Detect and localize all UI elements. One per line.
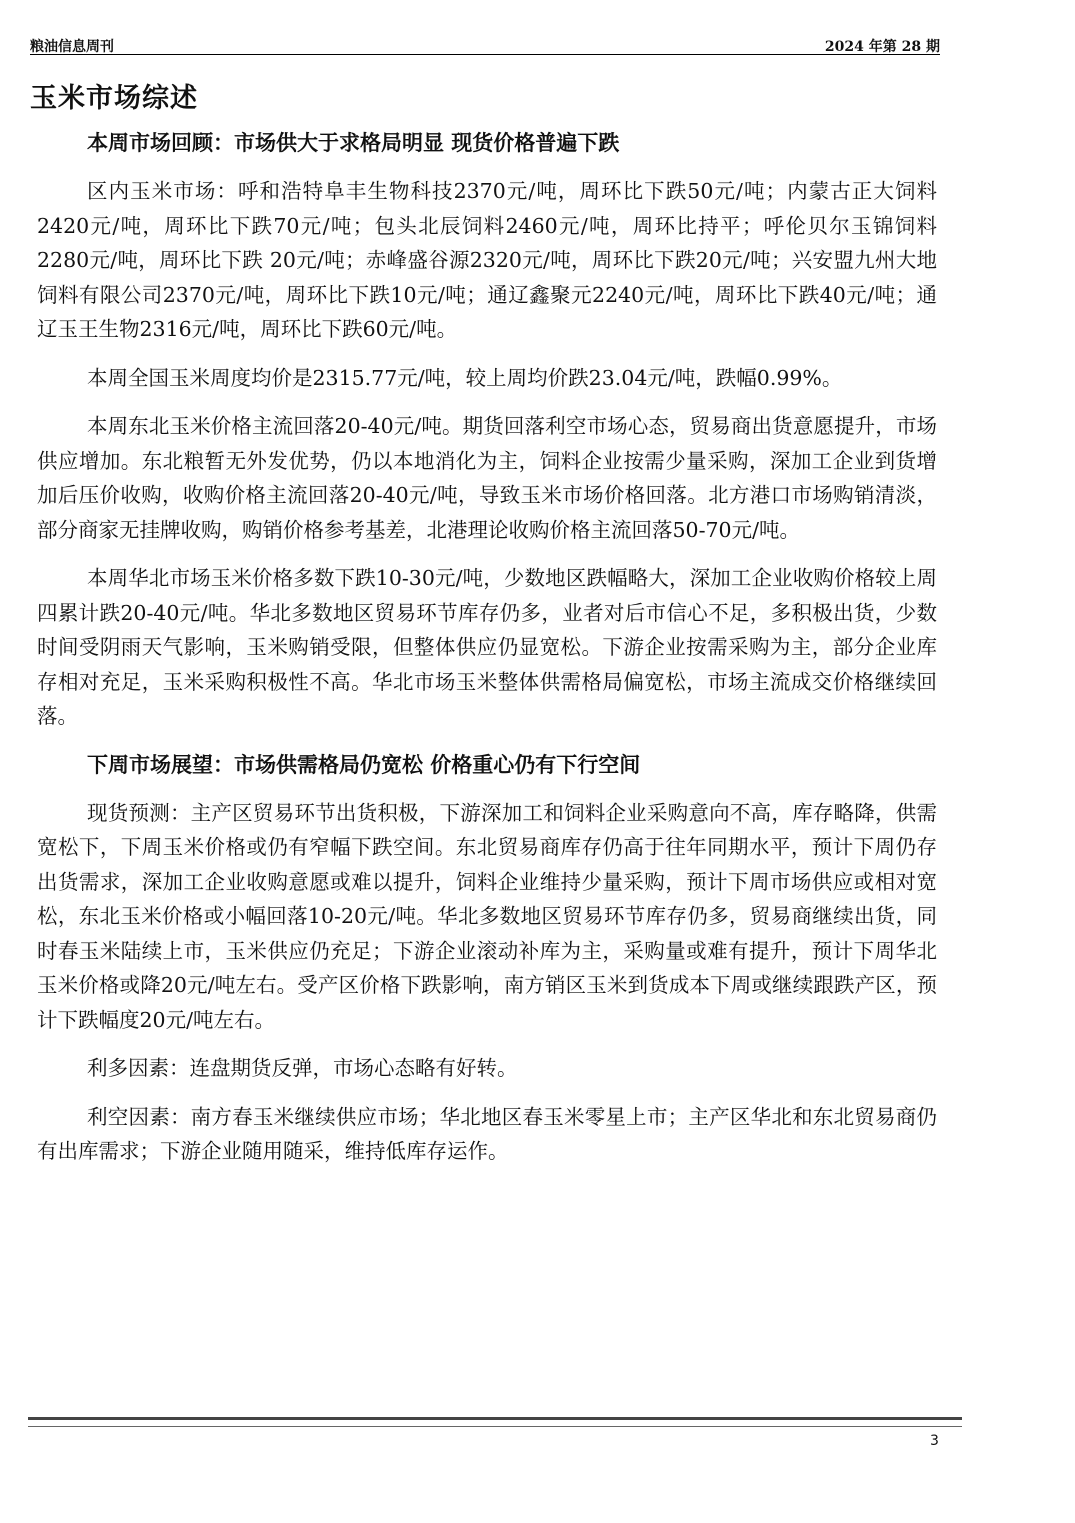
- review-paragraph-national: 本周全国玉米周度均价是2315.77元/吨，较上周均价跌23.04元/吨，跌幅0.99%。: [87, 365, 843, 390]
- outlook-paragraph-forecast: 现货预测：主产区贸易环节出货积极，下游深加工和饲料企业采购意向不高，库存略降，供需宽松下，下周玉米价格或仍有窄幅下跌空间。东北贸易商库存仍高于往年同期水平，预计下周仍存出货需求，深加工企业收购意愿或难以提升，饲料企业维持少量采购，预计下周市场供应或相对宽松，东北玉米价格或小幅回落10-20元/吨。华北多数地区贸易环节库存仍多，贸易商继续出货，同时春玉米陆续上市，玉米供应仍充足；下游企业滚动补库为主，采购量或难有提升，预计下周华北玉米价格或降20元/吨左右。受产区价格下跌影响，南方销区玉米到货成本下周或继续跟跌产区，预计下跌幅度20元/吨左右。: [37, 800, 937, 1032]
- review-heading: 本周市场回顾：市场供大于求格局明显 现货价格普遍下跌: [87, 130, 620, 155]
- article-body: [37, 126, 937, 1183]
- outlook-paragraph-bullish: 利多因素：连盘期货反弹，市场心态略有好转。: [87, 1056, 518, 1080]
- outlook-paragraph-bearish: 利空因素：南方春玉米继续供应市场；华北地区春玉米零星上市；主产区华北和东北贸易商仍有出库需求；下游企业随用随采，维持低库存运作。: [37, 1104, 937, 1163]
- publication-name: 粮油信息周刊: [30, 39, 114, 55]
- review-paragraph-northeast: 本周东北玉米价格主流回落20-40元/吨。期货回落利空市场心态，贸易商出货意愿提升，市场供应增加。东北粮暂无外发优势，仍以本地消化为主，饲料企业按需少量采购，深加工企业到货增加后压价收购，收购价格主流回落20-40元/吨，导致玉米市场价格回落。北方港口市场购销清淡，部分商家无挂牌收购，购销价格参考基差，北港理论收购价格主流回落50-70元/吨。: [37, 414, 937, 542]
- review-paragraph-regional: 区内玉米市场：呼和浩特阜丰生物科技2370元/吨，周环比下跌50元/吨；内蒙古正大饲料2420元/吨，周环比下跌70元/吨；包头北辰饲料2460元/吨，周环比持平；呼伦贝尔玉锦饲料2280元/吨，周环比下跌 20元/吨；赤峰盛谷源2320元/吨，周环比下跌20元/吨；兴安盟九州大地饲料有限公司2370元/吨，周环比下跌10元/吨；通辽鑫聚元2240元/吨，周环比下跌40元/吨；通辽玉王生物2316元/吨，周环比下跌60元/吨。: [37, 179, 937, 341]
- footer-divider: [28, 1417, 962, 1427]
- page-number: 3: [930, 1433, 939, 1449]
- section-title: 玉米市场综述: [30, 83, 198, 114]
- review-paragraph-north-china: 本周华北市场玉米价格多数下跌10-30元/吨，少数地区跌幅略大，深加工企业收购价格较上周四累计跌20-40元/吨。华北多数地区贸易环节库存仍多，业者对后市信心不足，多积极出货，少数时间受阴雨天气影响，玉米购销受限，但整体供应仍显宽松。下游企业按需采购为主，部分企业库存相对充足，玉米采购积极性不高。华北市场玉米整体供需格局偏宽松，市场主流成交价格继续回落。: [37, 566, 937, 728]
- outlook-heading: 下周市场展望：市场供需格局仍宽松 价格重心仍有下行空间: [87, 751, 641, 777]
- running-header: [30, 36, 940, 55]
- issue-number: 2024 年第 28 期: [824, 39, 940, 55]
